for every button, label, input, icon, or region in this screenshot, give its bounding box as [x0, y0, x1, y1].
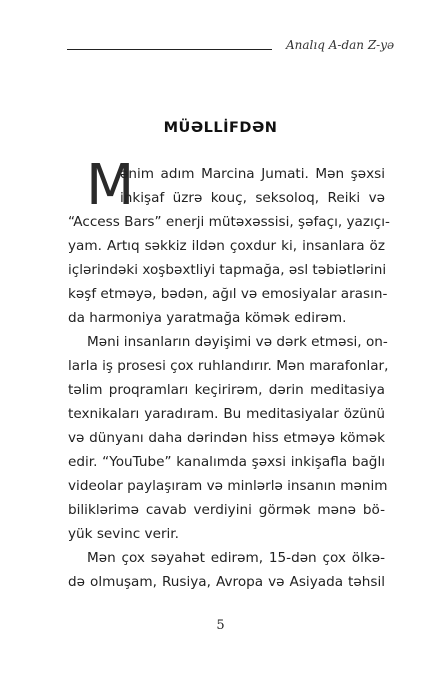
page-number: 5: [216, 618, 225, 633]
text-line: yük sevinc verir.: [68, 526, 179, 542]
text-line: yam. Artıq səkkiz ildən çoxdur ki, insanlara öz: [68, 238, 385, 254]
text-line: və dünyanı daha dərindən hiss etməyə kömək: [68, 430, 385, 446]
text-line: videolar paylaşıram və minlərlə insanın mənim: [68, 478, 388, 494]
text-line: inkişaf üzrə kouç, seksoloq, Reiki və: [120, 190, 385, 206]
running-header: Analıq A-dan Z-yə: [286, 38, 395, 52]
text-line: da harmoniya yaratmağa kömək edirəm.: [68, 310, 347, 326]
text-line: ənim adım Marcina Jumati. Mən şəxsi: [120, 166, 385, 182]
text-line: kəşf etməyə, bədən, ağıl və emosiyalar arasın-: [68, 286, 388, 302]
text-line: içlərindəki xoşbəxtliyi tapmağa, əsl təbiətlərini: [68, 262, 387, 278]
drop-cap: M: [86, 153, 135, 218]
text-line: Mən çox səyahət edirəm, 15-dən çox ölkə-: [87, 550, 385, 566]
text-line: də olmuşam, Rusiya, Avropa və Asiyada təhsil: [68, 574, 385, 590]
text-line: larla iş prosesi çox ruhlandırır. Mən marafonlar,: [68, 358, 389, 374]
header-rule: [67, 49, 272, 50]
text-line: biliklərimə cavab verdiyini görmək mənə bö-: [68, 502, 385, 518]
text-line: edir. “YouTube” kanalımda şəxsi inkişafla bağlı: [68, 454, 385, 470]
chapter-title: MÜƏLLİFDƏN: [163, 120, 278, 136]
text-line: təlim proqramları keçirirəm, dərin meditasiya: [68, 382, 385, 398]
text-line: “Access Bars” enerji mütəxəssisi, şəfaçı, yazıçı-: [68, 214, 390, 230]
text-line: Məni insanların dəyişimi və dərk etməsi, on-: [87, 334, 388, 350]
text-line: texnikaları yaradıram. Bu meditasiyalar özünü: [68, 406, 385, 422]
